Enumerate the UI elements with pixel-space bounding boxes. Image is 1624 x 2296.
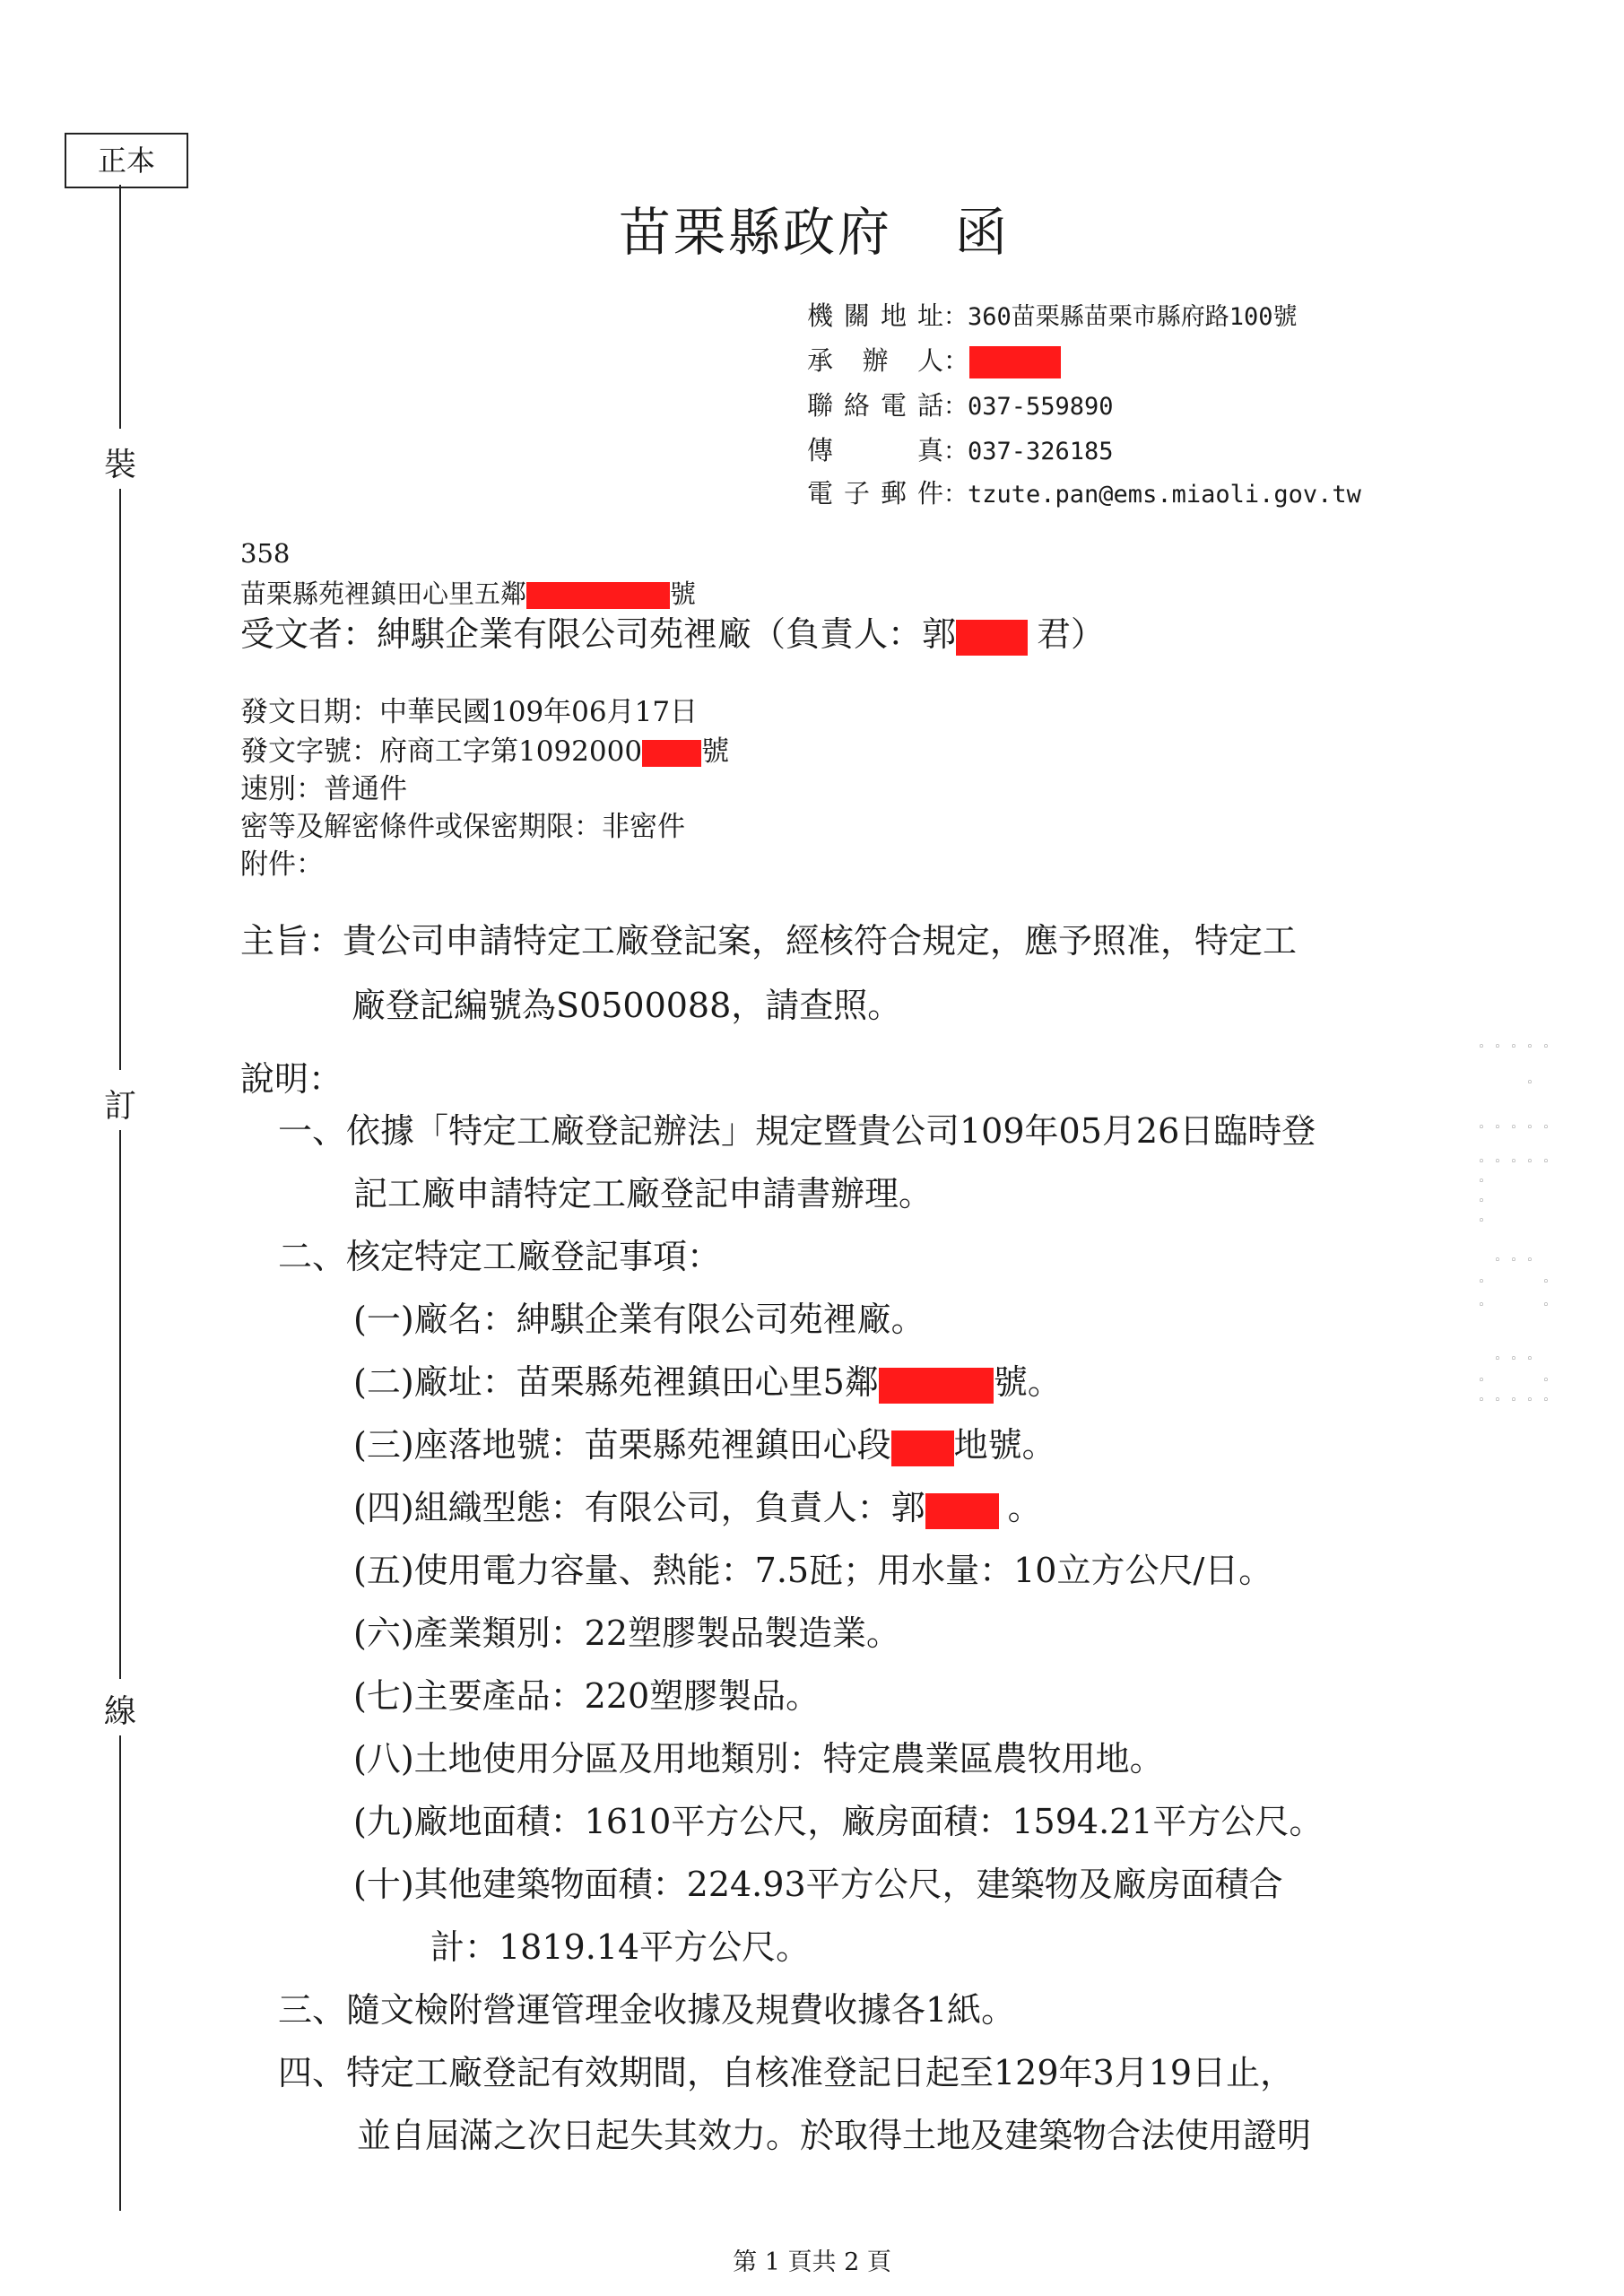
perforation-dot: ◦	[1510, 1155, 1517, 1169]
explanation-item-2: 二、核定特定工廠登記事項：	[278, 1237, 722, 1276]
perforation-dot: ◦	[1478, 1175, 1485, 1188]
other-building-area: (十)其他建築物面積：224.93平方公尺，建築物及廠房面積合	[353, 1865, 1283, 1904]
perforation-dot: ◦	[1510, 1394, 1517, 1407]
redaction-box	[526, 582, 670, 609]
factory-name: (一)廠名：紳騏企業有限公司苑裡廠。	[353, 1300, 925, 1339]
email-row: 電子郵件：tzute.pan@ems.miaoli.gov.tw	[807, 478, 1361, 509]
factory-address: (二)廠址：苗栗縣苑裡鎮田心里5鄰 號。	[353, 1362, 1062, 1402]
redaction-box	[956, 620, 1028, 656]
perforation-dot: ◦	[1494, 1394, 1501, 1407]
perforation-dot: ◦	[1542, 1374, 1550, 1387]
fax-row: 傳 真：037-326185	[807, 435, 1114, 465]
perforation-dot: ◦	[1494, 1121, 1501, 1135]
redaction-box	[879, 1368, 994, 1404]
secrecy-level: 密等及解密條件或保密期限：非密件	[240, 811, 685, 843]
redaction-box	[891, 1431, 954, 1466]
land-use-zone: (八)土地使用分區及用地類別：特定農業區農牧用地。	[353, 1739, 1164, 1779]
perforation-dot: ◦	[1478, 1155, 1485, 1169]
perforation-dot: ◦	[1478, 1394, 1485, 1407]
recipient-line: 受文者：紳騏企業有限公司苑裡廠（負責人：郭 君）	[240, 614, 1106, 654]
perforation-dot: ◦	[1542, 1155, 1550, 1169]
perforation-dot: ◦	[1478, 1195, 1485, 1208]
power-water-usage: (五)使用電力容量、熱能：7.5瓩；用水量：10立方公尺/日。	[353, 1551, 1273, 1590]
explanation-label: 說明：	[240, 1059, 343, 1099]
site-area: (九)廠地面積：1610平方公尺，廠房面積：1594.21平方公尺。	[353, 1802, 1324, 1841]
binding-char-staple: 訂	[104, 1088, 137, 1125]
perforation-dot: ◦	[1542, 1121, 1550, 1135]
perforation-dot: ◦	[1478, 1374, 1485, 1387]
recipient-address: 苗栗縣苑裡鎮田心里五鄰 號	[240, 578, 697, 609]
perforation-dot: ◦	[1526, 1352, 1533, 1366]
agency-name: 苗栗縣政府	[619, 202, 893, 263]
perforation-dot: ◦	[1478, 1040, 1485, 1054]
explanation-item-4: 四、特定工廠登記有效期間，自核准登記日起至129年3月19日止，	[278, 2053, 1295, 2092]
perforation-dot: ◦	[1526, 1254, 1533, 1267]
perforation-dot: ◦	[1478, 1299, 1485, 1312]
document-number: 發文字號：府商工字第1092000 號	[240, 735, 730, 768]
phone-row: 聯絡電話：037-559890	[807, 390, 1114, 421]
perforation-dot: ◦	[1526, 1121, 1533, 1135]
binding-line-segment	[119, 185, 121, 429]
speed-class: 速別：普通件	[240, 773, 407, 805]
perforation-dot: ◦	[1478, 1214, 1485, 1228]
perforation-dot: ◦	[1510, 1040, 1517, 1054]
redaction-box	[925, 1493, 999, 1529]
perforation-dot: ◦	[1478, 1121, 1485, 1135]
perforation-dot: ◦	[1510, 1254, 1517, 1267]
subject-line-1: 主旨：貴公司申請特定工廠登記案，經核符合規定，應予照准，特定工	[240, 921, 1298, 961]
perforation-dot: ◦	[1510, 1121, 1517, 1135]
binding-line-segment	[119, 489, 121, 1070]
main-products: (七)主要產品：220塑膠製品。	[353, 1676, 821, 1716]
binding-char-bind: 裝	[104, 447, 137, 483]
binding-line-segment	[119, 1735, 121, 2211]
perforation-dot: ◦	[1494, 1254, 1501, 1267]
copy-label: 正本	[65, 133, 188, 188]
address-row: 機關地址：360苗栗縣苗栗市縣府路100號	[807, 300, 1298, 331]
perforation-dot: ◦	[1542, 1040, 1550, 1054]
perforation-dot: ◦	[1494, 1352, 1501, 1366]
explanation-item-1: 一、依據「特定工廠登記辦法」規定暨貴公司109年05月26日臨時登	[278, 1111, 1316, 1151]
industry-category: (六)產業類別：22塑膠製品製造業。	[353, 1613, 901, 1653]
explanation-item-4-cont: 並自屆滿之次日起失其效力。於取得土地及建築物合法使用證明	[357, 2116, 1312, 2155]
binding-line-segment	[119, 1130, 121, 1679]
explanation-item-3: 三、隨文檢附營運管理金收據及規費收據各1紙。	[278, 1990, 1016, 2030]
other-building-area-cont: 計：1819.14平方公尺。	[430, 1927, 811, 1967]
binding-char-line: 線	[104, 1693, 137, 1730]
perforation-dot: ◦	[1478, 1275, 1485, 1289]
redaction-box	[642, 740, 701, 767]
postal-code: 358	[240, 538, 291, 569]
explanation-item-1-cont: 記工廠申請特定工廠登記申請書辦理。	[353, 1174, 934, 1213]
page-number: 第 1 頁共 2 頁	[733, 2248, 891, 2276]
perforation-dot: ◦	[1526, 1155, 1533, 1169]
subject-line-2: 廠登記編號為S0500088，請查照。	[352, 986, 902, 1025]
perforation-dot: ◦	[1526, 1394, 1533, 1407]
perforation-dot: ◦	[1542, 1394, 1550, 1407]
perforation-dot: ◦	[1494, 1155, 1501, 1169]
perforation-dot: ◦	[1542, 1275, 1550, 1289]
redaction-box	[969, 346, 1061, 378]
handler-row: 承 辦 人：	[807, 341, 1061, 378]
document-title	[619, 190, 1010, 265]
perforation-dot: ◦	[1494, 1040, 1501, 1054]
perforation-dot: ◦	[1542, 1299, 1550, 1312]
perforation-dot: ◦	[1510, 1352, 1517, 1366]
land-lot-number: (三)座落地號：苗栗縣苑裡鎮田心段 地號。	[353, 1425, 1056, 1465]
organization-type: (四)組織型態：有限公司，負責人：郭 。	[353, 1488, 1042, 1527]
document-type: 函	[955, 202, 1011, 263]
perforation-dot: ◦	[1526, 1040, 1533, 1054]
perforation-dot: ◦	[1526, 1076, 1533, 1090]
attachments: 附件：	[240, 848, 324, 881]
issue-date: 發文日期：中華民國109年06月17日	[240, 696, 699, 728]
